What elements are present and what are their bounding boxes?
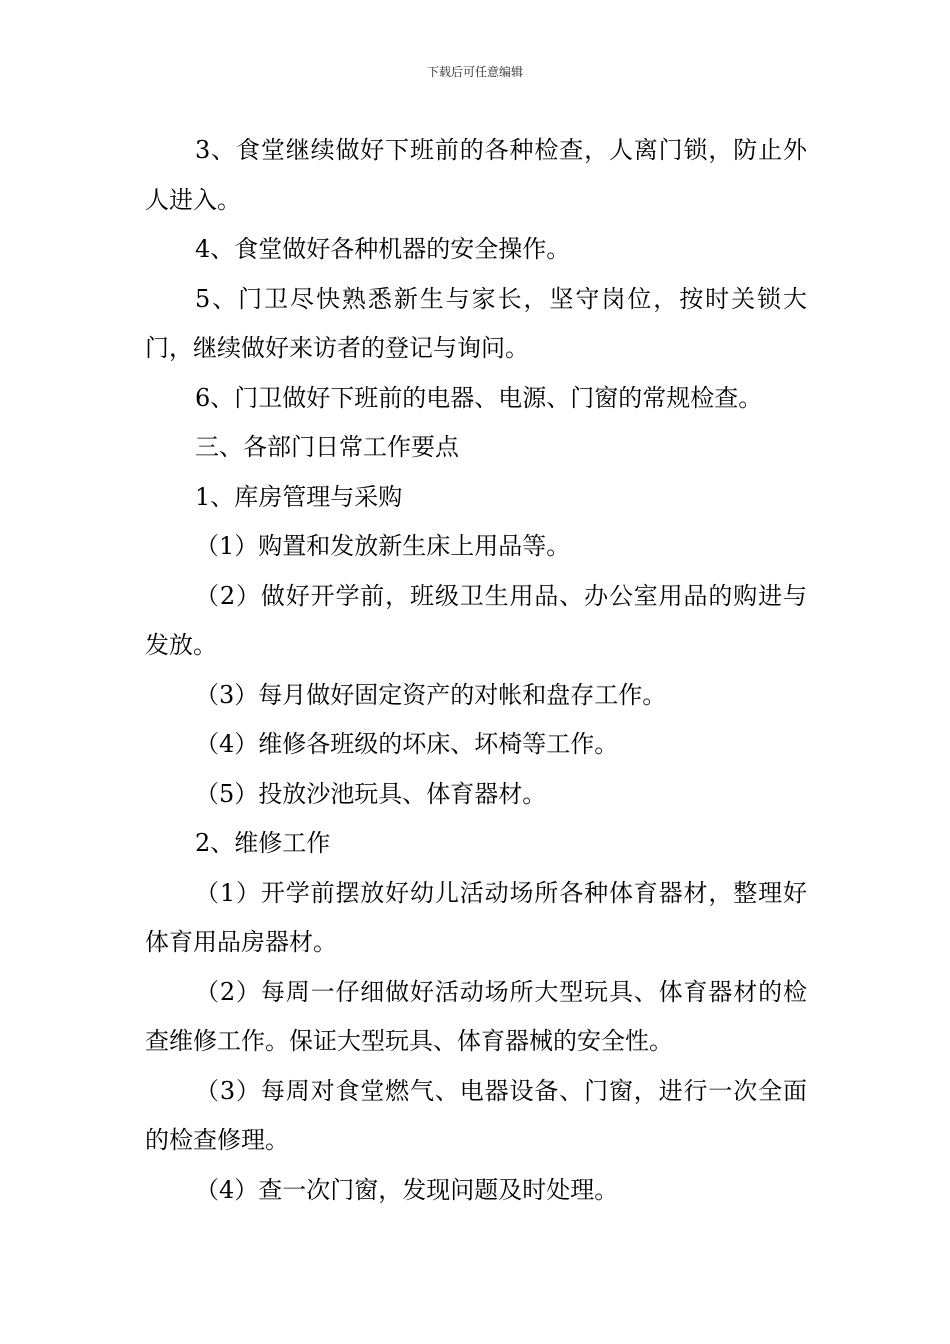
document-body — [145, 126, 807, 1215]
list-item: （1）开学前摆放好幼儿活动场所各种体育器材，整理好体育用品房器材。 — [145, 878, 807, 956]
section-heading: 三、各部门日常工作要点 — [195, 433, 459, 461]
paragraph: 6、门卫做好下班前的电器、电源、门窗的常规检查。 — [195, 383, 763, 412]
subsection-heading: 2、维修工作 — [195, 829, 331, 857]
list-item: （2）做好开学前，班级卫生用品、办公室用品的购进与发放。 — [145, 581, 807, 659]
paragraph: 5、门卫尽快熟悉新生与家长，坚守岗位，按时关锁大门，继续做好来访者的登记与询问。 — [145, 284, 807, 362]
list-item: （2）每周一仔细做好活动场所大型玩具、体育器材的检查维修工作。保证大型玩具、体育器械的安全性。 — [145, 977, 807, 1055]
subsection-heading: 1、库房管理与采购 — [195, 482, 403, 511]
list-item: （4）维修各班级的坏床、坏椅等工作。 — [195, 730, 619, 758]
list-item: （3）每月做好固定资产的对帐和盘存工作。 — [195, 680, 667, 709]
page-header: 下载后可任意编辑 — [426, 65, 523, 79]
list-item: （5）投放沙池玩具、体育器材。 — [195, 779, 547, 808]
list-item: （1）购置和发放新生床上用品等。 — [195, 532, 571, 560]
list-item: （4）查一次门窗，发现问题及时处理。 — [195, 1175, 619, 1204]
paragraph: 4、食堂做好各种机器的安全操作。 — [195, 235, 571, 263]
paragraph: 3、食堂继续做好下班前的各种检查，人离门锁，防止外人进入。 — [145, 136, 807, 214]
list-item: （3）每周对食堂燃气、电器设备、门窗，进行一次全面的检查修理。 — [145, 1076, 807, 1154]
